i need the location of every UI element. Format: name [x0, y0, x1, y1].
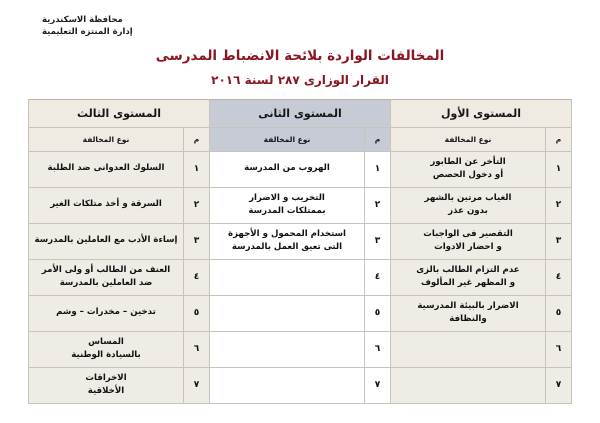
- level2-row-number: ٣: [365, 223, 391, 259]
- violations-table: [28, 99, 572, 404]
- level2-row-number: ٤: [365, 259, 391, 295]
- level-header-row: [29, 99, 572, 127]
- level1-violation-text: [391, 223, 546, 259]
- level2-row-number: ٧: [365, 367, 391, 403]
- level1-row-number: ٧: [546, 367, 572, 403]
- violation-line: بدون عذر: [448, 206, 488, 217]
- level2-row-number: ٢: [365, 187, 391, 223]
- level3-row-number: ٦: [184, 331, 210, 367]
- level1-violation-text: [391, 331, 546, 367]
- violation-line: الغياب مرتين بالشهر: [424, 192, 512, 203]
- level3-row-number: ٥: [184, 295, 210, 331]
- level3-type-header: نوع المخالفة: [29, 127, 184, 151]
- level3-row-number: ٧: [184, 367, 210, 403]
- level3-violation-text: [29, 331, 184, 367]
- violation-line: استخدام المحمول و الأجهزة: [228, 228, 346, 239]
- level2-num-header: م: [365, 127, 391, 151]
- table-row: [29, 151, 572, 187]
- level2-violation-text: [210, 187, 365, 223]
- level1-violation-text: [391, 367, 546, 403]
- level1-row-number: ٤: [546, 259, 572, 295]
- violation-line: السلوك العدوانى ضد الطلبة: [47, 163, 165, 174]
- level2-row-number: ١: [365, 151, 391, 187]
- sub-header-row: [29, 127, 572, 151]
- violation-line: الأخلاقية: [87, 386, 125, 397]
- level3-row-number: ١: [184, 151, 210, 187]
- level2-violation-text: [210, 259, 365, 295]
- page-subtitle: القرار الوزارى ٢٨٧ لسنة ٢٠١٦: [211, 72, 389, 87]
- violation-line: التأخر عن الطابور: [430, 156, 506, 167]
- level1-row-number: ٣: [546, 223, 572, 259]
- level2-row-number: ٥: [365, 295, 391, 331]
- level2-violation-text: [210, 331, 365, 367]
- level2-violation-text: [210, 295, 365, 331]
- table-head: [29, 99, 572, 151]
- level3-violation-text: [29, 151, 184, 187]
- violation-line: أو دخول الحصص: [432, 170, 504, 181]
- violation-line: بممتلكات المدرسة: [248, 206, 326, 217]
- violation-line: المساس: [88, 336, 124, 347]
- level1-violation-text: [391, 151, 546, 187]
- level1-type-header: نوع المخالفة: [391, 127, 546, 151]
- level1-violation-text: [391, 187, 546, 223]
- violation-line: الاخراقات: [85, 372, 127, 383]
- organization-header: [20, 14, 580, 39]
- level1-row-number: ٢: [546, 187, 572, 223]
- violation-line: إساءة الأدب مع العاملين بالمدرسة: [34, 235, 178, 246]
- level3-violation-text: [29, 367, 184, 403]
- violation-line: السرقة و أخذ متلكات الغير: [50, 199, 162, 210]
- level3-row-number: ٣: [184, 223, 210, 259]
- governorate-name: محافظة الاسكندرية: [42, 15, 123, 25]
- level3-violation-text: [29, 295, 184, 331]
- violation-line: و المظهر غير المألوف: [420, 278, 516, 289]
- level1-violation-text: [391, 295, 546, 331]
- violation-line: التقصير فى الواجبات: [423, 228, 513, 239]
- violation-line: تدخين – مخدرات – وشم: [56, 307, 156, 318]
- level3-violation-text: [29, 259, 184, 295]
- page-title: المخالفات الواردة بلائحة الانضباط المدرسى: [155, 47, 445, 64]
- violation-line: عدم التزام الطالب بالزى: [416, 264, 520, 275]
- level1-header: المستوى الأول: [391, 99, 572, 127]
- level1-violation-text: [391, 259, 546, 295]
- education-directorate-name: إدارة المنتزه التعليمية: [42, 27, 133, 38]
- violation-line: الهروب من المدرسة: [244, 163, 330, 174]
- violation-line: التى تعيق العمل بالمدرسة: [231, 242, 343, 253]
- level2-row-number: ٦: [365, 331, 391, 367]
- level3-violation-text: [29, 187, 184, 223]
- violation-line: والنظافة: [449, 314, 487, 325]
- title-block: [20, 48, 580, 87]
- table-row: [29, 331, 572, 367]
- level2-violation-text: [210, 367, 365, 403]
- level3-violation-text: [29, 223, 184, 259]
- table-body: [29, 151, 572, 403]
- level2-header: المستوى الثانى: [210, 99, 391, 127]
- level3-num-header: م: [184, 127, 210, 151]
- level3-row-number: ٤: [184, 259, 210, 295]
- level1-row-number: ١: [546, 151, 572, 187]
- table-row: [29, 295, 572, 331]
- level2-violation-text: [210, 151, 365, 187]
- violation-line: بالسيادة الوطنية: [71, 350, 141, 361]
- violation-line: ضد العاملين بالمدرسة: [59, 278, 153, 289]
- violation-line: العنف من الطالب أو ولى الأمر: [41, 264, 171, 275]
- level3-header: المستوى الثالث: [29, 99, 210, 127]
- table-row: [29, 223, 572, 259]
- level2-type-header: نوع المخالفة: [210, 127, 365, 151]
- level1-row-number: ٥: [546, 295, 572, 331]
- table-row: [29, 367, 572, 403]
- table-row: [29, 187, 572, 223]
- violation-line: الاضرار بالبيئة المدرسية: [417, 300, 519, 311]
- violation-line: و احضار الادوات: [434, 242, 502, 253]
- level2-violation-text: [210, 223, 365, 259]
- level1-num-header: م: [546, 127, 572, 151]
- violation-line: التخريب و الاضرار: [249, 192, 325, 203]
- table-row: [29, 259, 572, 295]
- level1-row-number: ٦: [546, 331, 572, 367]
- violations-table-container: [20, 99, 580, 404]
- level3-row-number: ٢: [184, 187, 210, 223]
